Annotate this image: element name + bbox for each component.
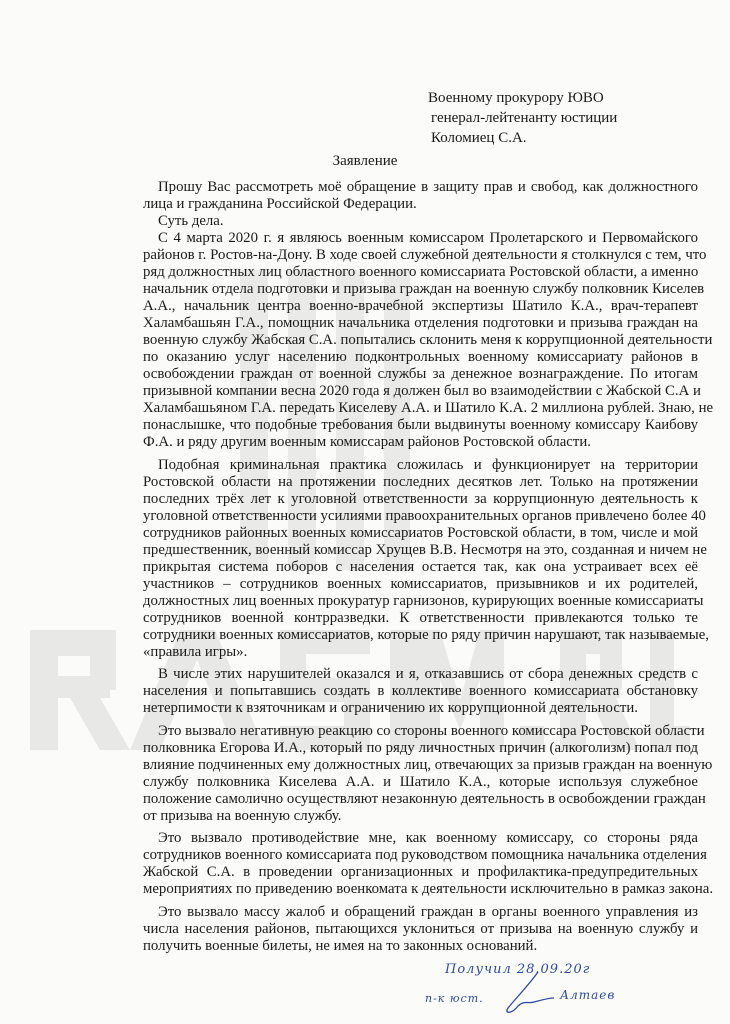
text-line: Халамбашьян Г.А., помощник начальника отделения подготовки и призыва граждан на xyxy=(143,315,698,331)
paragraph xyxy=(143,666,698,717)
text-line: получить военные билеты, не имея на то законных оснований. xyxy=(143,937,538,954)
text-line: Это вызвало противодействие мне, как военному комиссару, со стороны ряда xyxy=(158,830,698,846)
text-line: предшественник, военный комиссар Хрущев В.В. Несмотря на это, созданная и ничем не xyxy=(143,541,707,558)
text-line: Суть дела. xyxy=(158,213,224,229)
text-line: ряд должностных лиц областного военного комиссариата Ростовской области, а именно xyxy=(143,264,699,280)
text-line: Это вызвало негативную реакцию со стороны военного комиссара Ростовской области xyxy=(158,722,705,739)
text-line: военную службу Жабская С.А. попытались склонить меня к коррупционной деятельности xyxy=(143,332,713,348)
document-title: Заявление xyxy=(332,153,398,169)
text-line: Подобная криминальная практика сложилась и функционирует на территории xyxy=(158,456,698,473)
text-line: нетерпимости к взяточникам и ограничению их коррупционной деятельности. xyxy=(143,700,638,716)
addressee-block xyxy=(428,88,617,148)
text-line: от призыва на военную службу. xyxy=(143,807,342,824)
addressee-line: генерал-лейтенанту юстиции xyxy=(431,110,618,126)
text-line: Ростовской области на протяжении последних десятков лет. Только на протяжении xyxy=(143,473,698,490)
text-line: сотрудников военного комиссариата под руководством помощника начальника отделения xyxy=(143,847,707,863)
paragraph xyxy=(143,722,713,825)
text-line: освобождении граждан от военной службы за денежное вознаграждение. По итогам xyxy=(143,366,698,382)
paragraph xyxy=(143,213,714,451)
signature-icon xyxy=(498,968,558,1018)
text-line: «правила игры». xyxy=(143,643,248,660)
paragraph xyxy=(143,179,698,213)
received-note: Получил 28.09.20г xyxy=(445,962,591,977)
text-line: участников – сотрудников военных комиссариатов, призывников и их родителей, xyxy=(143,575,698,592)
text-line: призывной компании весна 2020 года я должен был во взаимодействии с Жабской С.А и xyxy=(143,383,701,399)
text-line: прикрытая система поборов с населения остается так, как она устраивает всех её xyxy=(143,558,698,575)
signer-name: Алтаев xyxy=(560,988,616,1002)
text-line: последних трёх лет к уголовной ответственности за коррупционную деятельность к xyxy=(143,490,698,507)
text-line: службу полковника Киселева А.А. и Шатило К.А., которые используя служебное xyxy=(143,773,698,790)
text-line: мероприятиях по приведению военкомата к деятельности исключительно в рамказ закона. xyxy=(143,881,714,897)
text-line: В числе этих нарушителей оказался и я, отказавшись от сбора денежных средств с xyxy=(158,666,698,682)
text-line: сотрудников районных военных комиссариатов Ростовской области, в том, числе и мой xyxy=(143,524,698,541)
text-line: населения и попытавшись создать в коллективе военного комиссариата обстановку xyxy=(143,683,698,699)
text-line: Жабской С.А. в проведении организационных и профилактика-предупредительных xyxy=(143,864,698,880)
paragraph xyxy=(143,456,709,661)
text-line: Прошу Вас рассмотреть моё обращение в защиту прав и свобод, как должностного xyxy=(158,179,698,195)
text-line: А.А., начальник центра военно-врачебной экспертизы Шатило К.А., врач-терапевт xyxy=(143,298,698,314)
text-line: положение самолично осуществляют незаконную деятельность в освобождении граждан xyxy=(143,790,706,807)
text-line: числа населения районов, пытающихся уклониться от призыва на военную службу и xyxy=(143,920,698,937)
text-line: районов г. Ростов-на-Дону. В ходе своей служебной деятельности я столкнулся с тем, что xyxy=(143,247,707,263)
text-line: начальник отдела подготовки и призыва граждан на военную службу полковник Киселев xyxy=(143,281,705,297)
text-line: понаслышке, что подобные требования были выдвинуты военному комиссару Каибову xyxy=(143,417,698,433)
text-line: сотрудников военной контрразведки. К ответственности привлекаются только те xyxy=(143,609,698,626)
paragraph xyxy=(143,904,698,955)
text-line: Это вызвало массу жалоб и обращений граждан в органы военного управления из xyxy=(158,903,698,920)
text-line: сотрудники военных комиссариатов, которые по ряду причин нарушают, так называемые, xyxy=(143,626,709,643)
text-line: должностных лиц военных прокуратур гарнизонов, курирующих военные комиссариаты xyxy=(143,592,704,609)
paragraph xyxy=(143,830,714,898)
document-body xyxy=(143,179,714,960)
text-line: полковника Егорова И.А., который по ряду личностных причин (алкоголизм) попал под xyxy=(143,739,698,756)
addressee-line: Коломиец С.А. xyxy=(431,130,527,146)
text-line: влияние подчиненных ему должностных лиц, отвечающих за призыв граждан на военную xyxy=(143,756,713,773)
text-line: С 4 марта 2020 г. я являюсь военным комиссаром Пролетарского и Первомайского xyxy=(158,230,698,246)
rank-note: п-к юст. xyxy=(425,992,484,1005)
text-line: по оказанию услуг населению подконтрольных военному комиссариату районов в xyxy=(143,349,698,365)
text-line: уголовной ответственности усилиями правоохранительных органов привлечено более 40 xyxy=(143,507,706,524)
text-line: Халамбашьяном Г.А. передать Киселеву А.А. и Шатило К.А. 2 миллиона рублей. Знаю, не xyxy=(143,400,714,416)
text-line: лица и гражданина Российской Федерации. xyxy=(143,196,417,212)
text-line: Ф.А. и ряду другим военным комиссарам районов Ростовской области. xyxy=(143,434,591,450)
addressee-line: Военному прокурору ЮВО xyxy=(428,90,604,106)
